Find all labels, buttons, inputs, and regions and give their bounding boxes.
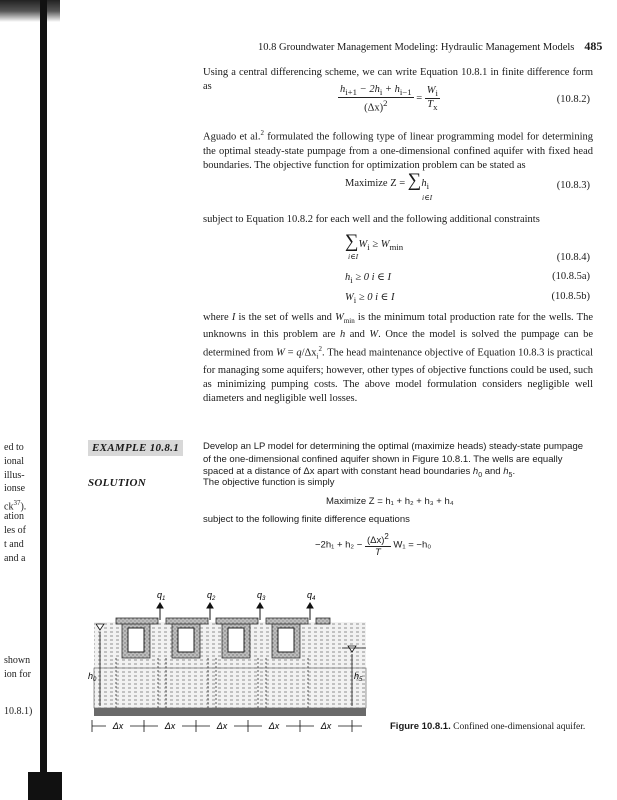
gutter-text: $ck^{37}$).	[4, 499, 27, 513]
well-label-q2: $q_2$	[207, 590, 216, 602]
gutter-text: ed to	[4, 442, 24, 453]
binding-spine	[40, 0, 47, 800]
scan-shadow	[0, 0, 60, 22]
spacing-label: Δx	[164, 721, 176, 731]
equation-10-8-2: $\frac{h_{i+1} - 2h_i + h_{i-1}}{(\Delta x)^2}$ = $\frac{W_i}{T_x}$	[340, 84, 438, 114]
section-title: 10.8 Groundwater Management Modeling: Hydraulic Management Models	[258, 42, 575, 53]
paragraph: where I is the set of wells and $W_{min}$ is the minimum total production rate for the wells. The unknowns in this problem are h and W. Once the model is solved the pumpage can be determined from $W = q/\Delta x_i^2$. The head maintenance objective of Equation 10.8.3 is practical for managing some aquifers; however, other types of objective functions could be used, such as minimizing pumping costs. The above model formulation considers negligible well diameters and negligible well losses.	[203, 312, 594, 404]
well-label-q3: $q_3$	[257, 590, 266, 602]
equation-number: (10.8.3)	[556, 180, 590, 191]
spacing-label: Δx	[268, 721, 280, 731]
paragraph: Aguado et al.$^2$ formulated the following type of linear programming model for determining the optimal steady-state pumpage from a one-dimensional confined aquifer with fixed head boundaries. The objective function for optimization problem can be stated as	[203, 129, 593, 171]
solution-text: subject to the following finite difference equations	[203, 514, 410, 525]
example-label: EXAMPLE 10.8.1	[88, 440, 183, 456]
gutter-text: les of	[4, 525, 26, 536]
right-head-label: $h_5$	[354, 671, 363, 683]
spacing-label: Δx	[216, 721, 228, 731]
equation-number: (10.8.2)	[556, 94, 590, 105]
gutter-text: ation	[4, 511, 24, 522]
solution-label: SOLUTION	[88, 477, 147, 489]
spacing-label: Δx	[112, 721, 124, 731]
gutter-text: ionse	[4, 483, 26, 494]
paragraph: subject to Equation 10.8.2 for each well and the following additional constraints	[203, 214, 540, 225]
equation-number: (10.8.5b)	[551, 291, 590, 302]
gutter-text: illus-	[4, 470, 25, 481]
solution-text: The objective function is simply	[203, 477, 335, 488]
equation-number: (10.8.5a)	[552, 271, 590, 282]
well-label-q4: $q_4$	[307, 590, 316, 602]
objective-equation: Maximize Z = h₁ + h₂ + h₃ + h₄	[326, 496, 454, 507]
gutter-text: and a	[4, 553, 26, 564]
left-head-label: $h_0$	[88, 671, 97, 683]
figure-confined-aquifer	[80, 586, 380, 736]
equation-10-8-3: Maximize $Z = \sum h_i$	[345, 170, 430, 192]
pumping-arrows	[157, 603, 313, 620]
page-number: 485	[584, 39, 603, 53]
summation-index: i∈I	[348, 252, 359, 261]
equation-number: (10.8.4)	[556, 252, 590, 263]
gutter-text: 10.8.1)	[4, 706, 33, 717]
example-text: Develop an LP model for determining the optimal (maximize heads) steady-state pumpage of the one-dimensional confined aquifer shown in Figure 10.8.1. The wells are equally spaced at a distance of Δx apart with constant head boundaries $h_0$ and $h_5$.	[203, 441, 584, 479]
aquifer-zone	[94, 668, 366, 708]
intro-paragraph: Using a central differencing scheme, we can write Equation 10.8.1 in finite difference form as	[203, 67, 593, 92]
impermeable-base	[94, 708, 366, 716]
equation-10-8-5b: $W_i \ge 0$ i ∈ I	[345, 292, 395, 306]
gutter-text: ion for	[4, 669, 31, 680]
summation-index: i∈I	[422, 193, 433, 202]
gutter-text: ional	[4, 456, 24, 467]
figure-caption: Figure 10.8.1. Confined one-dimensional aquifer.	[390, 721, 586, 732]
well-label-q1: $q_1$	[157, 590, 166, 602]
running-header	[258, 39, 602, 54]
equation-10-8-5a: $h_i \ge 0$ i ∈ I	[345, 272, 392, 286]
gutter-text: t and	[4, 539, 24, 550]
binding-clip	[28, 772, 62, 800]
gutter-text: shown	[4, 655, 31, 666]
confining-layer	[116, 618, 330, 658]
equation-10-8-4: $\sum W_i \ge W_{min}$	[345, 231, 404, 253]
spacing-label: Δx	[320, 721, 332, 731]
finite-difference-equation: −2h₁ + h₂ − $\frac{(\Delta x)^2}{T}$ W₁ = −h₀	[315, 532, 432, 559]
